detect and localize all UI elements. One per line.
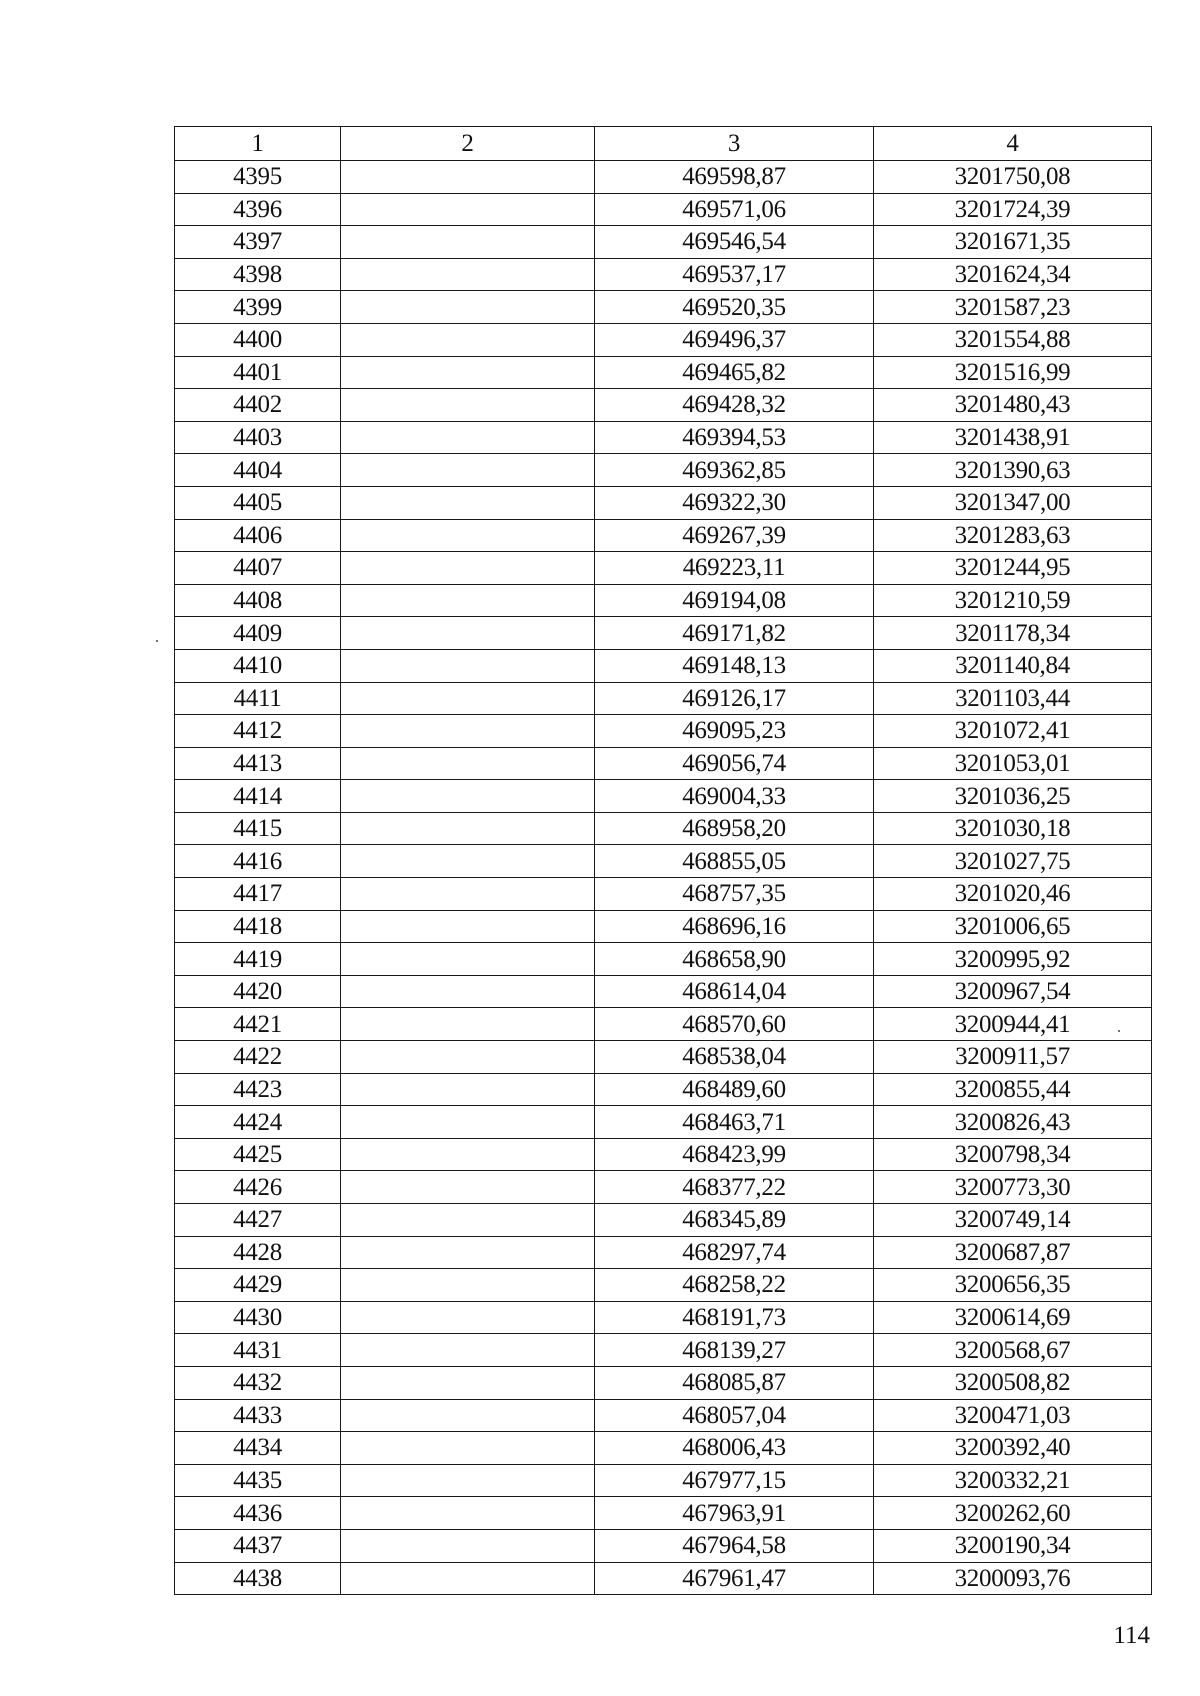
x-coordinate-cell: 468570,60 xyxy=(595,1008,874,1041)
table-row xyxy=(175,1171,1152,1204)
x-coordinate-cell: 469267,39 xyxy=(595,519,874,552)
description-cell xyxy=(341,617,595,650)
table-row xyxy=(175,1269,1152,1302)
x-coordinate-cell: 469428,32 xyxy=(595,389,874,422)
y-coordinate-cell: 3200749,14 xyxy=(874,1204,1152,1237)
point-number-cell: 4437 xyxy=(175,1529,341,1562)
x-coordinate-cell: 469322,30 xyxy=(595,486,874,519)
column-header-1: 1 xyxy=(175,127,341,161)
y-coordinate-cell: 3200826,43 xyxy=(874,1106,1152,1139)
table-row xyxy=(175,1204,1152,1237)
table-row xyxy=(175,1301,1152,1334)
y-coordinate-cell: 3200687,87 xyxy=(874,1236,1152,1269)
table-row xyxy=(175,1008,1152,1041)
point-number-cell: 4436 xyxy=(175,1497,341,1530)
x-coordinate-cell: 469465,82 xyxy=(595,356,874,389)
description-cell xyxy=(341,421,595,454)
table-row xyxy=(175,975,1152,1008)
description-cell xyxy=(341,1334,595,1367)
y-coordinate-cell: 3201027,75 xyxy=(874,845,1152,878)
table-row xyxy=(175,291,1152,324)
point-number-cell: 4417 xyxy=(175,878,341,911)
x-coordinate-cell: 468006,43 xyxy=(595,1432,874,1465)
point-number-cell: 4412 xyxy=(175,715,341,748)
description-cell xyxy=(341,1008,595,1041)
x-coordinate-cell: 468139,27 xyxy=(595,1334,874,1367)
x-coordinate-cell: 468191,73 xyxy=(595,1301,874,1334)
description-cell xyxy=(341,1497,595,1530)
description-cell xyxy=(341,193,595,226)
y-coordinate-cell: 3201671,35 xyxy=(874,226,1152,259)
y-coordinate-cell: 3201750,08 xyxy=(874,161,1152,194)
scan-speck xyxy=(156,640,158,642)
table-row xyxy=(175,356,1152,389)
description-cell xyxy=(341,649,595,682)
x-coordinate-cell: 468489,60 xyxy=(595,1073,874,1106)
y-coordinate-cell: 3201390,63 xyxy=(874,454,1152,487)
y-coordinate-cell: 3201244,95 xyxy=(874,552,1152,585)
description-cell xyxy=(341,258,595,291)
table-row xyxy=(175,910,1152,943)
y-coordinate-cell: 3201587,23 xyxy=(874,291,1152,324)
description-cell xyxy=(341,1171,595,1204)
description-cell xyxy=(341,519,595,552)
column-header-3: 3 xyxy=(595,127,874,161)
point-number-cell: 4428 xyxy=(175,1236,341,1269)
y-coordinate-cell: 3201030,18 xyxy=(874,812,1152,845)
y-coordinate-cell: 3200614,69 xyxy=(874,1301,1152,1334)
table-header xyxy=(175,127,1152,161)
description-cell xyxy=(341,1301,595,1334)
table-row xyxy=(175,584,1152,617)
table-row xyxy=(175,1562,1152,1595)
table-row xyxy=(175,389,1152,422)
point-number-cell: 4429 xyxy=(175,1269,341,1302)
description-cell xyxy=(341,1073,595,1106)
x-coordinate-cell: 468696,16 xyxy=(595,910,874,943)
y-coordinate-cell: 3200508,82 xyxy=(874,1366,1152,1399)
x-coordinate-cell: 467977,15 xyxy=(595,1464,874,1497)
point-number-cell: 4431 xyxy=(175,1334,341,1367)
x-coordinate-cell: 467964,58 xyxy=(595,1529,874,1562)
description-cell xyxy=(341,812,595,845)
x-coordinate-cell: 468463,71 xyxy=(595,1106,874,1139)
column-header-2: 2 xyxy=(341,127,595,161)
point-number-cell: 4411 xyxy=(175,682,341,715)
x-coordinate-cell: 468538,04 xyxy=(595,1041,874,1074)
x-coordinate-cell: 469598,87 xyxy=(595,161,874,194)
description-cell xyxy=(341,943,595,976)
y-coordinate-cell: 3201053,01 xyxy=(874,747,1152,780)
y-coordinate-cell: 3201006,65 xyxy=(874,910,1152,943)
table-row xyxy=(175,845,1152,878)
x-coordinate-cell: 469194,08 xyxy=(595,584,874,617)
description-cell xyxy=(341,910,595,943)
description-cell xyxy=(341,1366,595,1399)
point-number-cell: 4418 xyxy=(175,910,341,943)
x-coordinate-cell: 469362,85 xyxy=(595,454,874,487)
y-coordinate-cell: 3201072,41 xyxy=(874,715,1152,748)
x-coordinate-cell: 469223,11 xyxy=(595,552,874,585)
description-cell xyxy=(341,1106,595,1139)
table-row xyxy=(175,812,1152,845)
table-row xyxy=(175,258,1152,291)
table-row xyxy=(175,1497,1152,1530)
table-row xyxy=(175,1073,1152,1106)
table-row xyxy=(175,1464,1152,1497)
y-coordinate-cell: 3201036,25 xyxy=(874,780,1152,813)
y-coordinate-cell: 3201178,34 xyxy=(874,617,1152,650)
x-coordinate-cell: 468057,04 xyxy=(595,1399,874,1432)
y-coordinate-cell: 3200855,44 xyxy=(874,1073,1152,1106)
point-number-cell: 4422 xyxy=(175,1041,341,1074)
x-coordinate-cell: 468658,90 xyxy=(595,943,874,976)
description-cell xyxy=(341,1204,595,1237)
description-cell xyxy=(341,584,595,617)
x-coordinate-cell: 469394,53 xyxy=(595,421,874,454)
table-row xyxy=(175,519,1152,552)
description-cell xyxy=(341,226,595,259)
y-coordinate-cell: 3201140,84 xyxy=(874,649,1152,682)
x-coordinate-cell: 469537,17 xyxy=(595,258,874,291)
table-row xyxy=(175,878,1152,911)
y-coordinate-cell: 3201624,34 xyxy=(874,258,1152,291)
x-coordinate-cell: 469171,82 xyxy=(595,617,874,650)
header-row xyxy=(175,127,1152,161)
y-coordinate-cell: 3201516,99 xyxy=(874,356,1152,389)
coordinates-table xyxy=(174,126,1152,1595)
point-number-cell: 4432 xyxy=(175,1366,341,1399)
point-number-cell: 4414 xyxy=(175,780,341,813)
point-number-cell: 4409 xyxy=(175,617,341,650)
x-coordinate-cell: 467961,47 xyxy=(595,1562,874,1595)
point-number-cell: 4398 xyxy=(175,258,341,291)
table-row xyxy=(175,649,1152,682)
x-coordinate-cell: 469004,33 xyxy=(595,780,874,813)
table-row xyxy=(175,552,1152,585)
x-coordinate-cell: 469520,35 xyxy=(595,291,874,324)
point-number-cell: 4403 xyxy=(175,421,341,454)
y-coordinate-cell: 3200262,60 xyxy=(874,1497,1152,1530)
x-coordinate-cell: 469056,74 xyxy=(595,747,874,780)
description-cell xyxy=(341,1269,595,1302)
point-number-cell: 4405 xyxy=(175,486,341,519)
x-coordinate-cell: 468297,74 xyxy=(595,1236,874,1269)
x-coordinate-cell: 468757,35 xyxy=(595,878,874,911)
table-row xyxy=(175,486,1152,519)
page-number: 114 xyxy=(1113,1622,1150,1649)
x-coordinate-cell: 468345,89 xyxy=(595,1204,874,1237)
description-cell xyxy=(341,1432,595,1465)
description-cell xyxy=(341,1138,595,1171)
y-coordinate-cell: 3200190,34 xyxy=(874,1529,1152,1562)
point-number-cell: 4402 xyxy=(175,389,341,422)
point-number-cell: 4407 xyxy=(175,552,341,585)
table-row xyxy=(175,1529,1152,1562)
point-number-cell: 4425 xyxy=(175,1138,341,1171)
y-coordinate-cell: 3200656,35 xyxy=(874,1269,1152,1302)
description-cell xyxy=(341,389,595,422)
description-cell xyxy=(341,1236,595,1269)
x-coordinate-cell: 468085,87 xyxy=(595,1366,874,1399)
description-cell xyxy=(341,552,595,585)
description-cell xyxy=(341,845,595,878)
y-coordinate-cell: 3201724,39 xyxy=(874,193,1152,226)
table-body xyxy=(175,161,1152,1595)
point-number-cell: 4430 xyxy=(175,1301,341,1334)
table-row xyxy=(175,682,1152,715)
point-number-cell: 4421 xyxy=(175,1008,341,1041)
x-coordinate-cell: 468855,05 xyxy=(595,845,874,878)
x-coordinate-cell: 468377,22 xyxy=(595,1171,874,1204)
description-cell xyxy=(341,780,595,813)
point-number-cell: 4395 xyxy=(175,161,341,194)
y-coordinate-cell: 3200093,76 xyxy=(874,1562,1152,1595)
y-coordinate-cell: 3200471,03 xyxy=(874,1399,1152,1432)
point-number-cell: 4438 xyxy=(175,1562,341,1595)
x-coordinate-cell: 469095,23 xyxy=(595,715,874,748)
x-coordinate-cell: 469496,37 xyxy=(595,323,874,356)
point-number-cell: 4401 xyxy=(175,356,341,389)
table-row xyxy=(175,193,1152,226)
description-cell xyxy=(341,747,595,780)
y-coordinate-cell: 3201347,00 xyxy=(874,486,1152,519)
table-row xyxy=(175,715,1152,748)
description-cell xyxy=(341,356,595,389)
point-number-cell: 4434 xyxy=(175,1432,341,1465)
table-row xyxy=(175,1106,1152,1139)
x-coordinate-cell: 469571,06 xyxy=(595,193,874,226)
x-coordinate-cell: 468614,04 xyxy=(595,975,874,1008)
table-row xyxy=(175,780,1152,813)
table-row xyxy=(175,1138,1152,1171)
point-number-cell: 4419 xyxy=(175,943,341,976)
point-number-cell: 4406 xyxy=(175,519,341,552)
y-coordinate-cell: 3201480,43 xyxy=(874,389,1152,422)
x-coordinate-cell: 468958,20 xyxy=(595,812,874,845)
point-number-cell: 4404 xyxy=(175,454,341,487)
point-number-cell: 4427 xyxy=(175,1204,341,1237)
y-coordinate-cell: 3200392,40 xyxy=(874,1432,1152,1465)
description-cell xyxy=(341,682,595,715)
y-coordinate-cell: 3200332,21 xyxy=(874,1464,1152,1497)
description-cell xyxy=(341,486,595,519)
point-number-cell: 4400 xyxy=(175,323,341,356)
x-coordinate-cell: 467963,91 xyxy=(595,1497,874,1530)
table-row xyxy=(175,1236,1152,1269)
table-row xyxy=(175,454,1152,487)
y-coordinate-cell: 3200798,34 xyxy=(874,1138,1152,1171)
table-row xyxy=(175,161,1152,194)
y-coordinate-cell: 3200967,54 xyxy=(874,975,1152,1008)
y-coordinate-cell: 3200995,92 xyxy=(874,943,1152,976)
point-number-cell: 4415 xyxy=(175,812,341,845)
x-coordinate-cell: 469126,17 xyxy=(595,682,874,715)
y-coordinate-cell: 3200568,67 xyxy=(874,1334,1152,1367)
table-row xyxy=(175,1399,1152,1432)
y-coordinate-cell: 3200773,30 xyxy=(874,1171,1152,1204)
description-cell xyxy=(341,1399,595,1432)
description-cell xyxy=(341,715,595,748)
description-cell xyxy=(341,1464,595,1497)
table-row xyxy=(175,1366,1152,1399)
point-number-cell: 4420 xyxy=(175,975,341,1008)
y-coordinate-cell: 3201438,91 xyxy=(874,421,1152,454)
x-coordinate-cell: 468423,99 xyxy=(595,1138,874,1171)
point-number-cell: 4426 xyxy=(175,1171,341,1204)
point-number-cell: 4413 xyxy=(175,747,341,780)
description-cell xyxy=(341,454,595,487)
description-cell xyxy=(341,323,595,356)
point-number-cell: 4435 xyxy=(175,1464,341,1497)
y-coordinate-cell: 3201283,63 xyxy=(874,519,1152,552)
table-row xyxy=(175,421,1152,454)
description-cell xyxy=(341,1529,595,1562)
description-cell xyxy=(341,1041,595,1074)
x-coordinate-cell: 468258,22 xyxy=(595,1269,874,1302)
x-coordinate-cell: 469546,54 xyxy=(595,226,874,259)
table-row xyxy=(175,617,1152,650)
point-number-cell: 4397 xyxy=(175,226,341,259)
description-cell xyxy=(341,878,595,911)
x-coordinate-cell: 469148,13 xyxy=(595,649,874,682)
table-row xyxy=(175,1334,1152,1367)
y-coordinate-cell: 3200944,41 xyxy=(874,1008,1152,1041)
scan-speck xyxy=(1118,1030,1120,1032)
description-cell xyxy=(341,161,595,194)
point-number-cell: 4410 xyxy=(175,649,341,682)
table-row xyxy=(175,1432,1152,1465)
y-coordinate-cell: 3201554,88 xyxy=(874,323,1152,356)
column-header-4: 4 xyxy=(874,127,1152,161)
table-row xyxy=(175,226,1152,259)
point-number-cell: 4416 xyxy=(175,845,341,878)
description-cell xyxy=(341,975,595,1008)
point-number-cell: 4424 xyxy=(175,1106,341,1139)
y-coordinate-cell: 3200911,57 xyxy=(874,1041,1152,1074)
point-number-cell: 4396 xyxy=(175,193,341,226)
point-number-cell: 4433 xyxy=(175,1399,341,1432)
point-number-cell: 4399 xyxy=(175,291,341,324)
description-cell xyxy=(341,291,595,324)
table-row xyxy=(175,323,1152,356)
table-row xyxy=(175,1041,1152,1074)
table-row xyxy=(175,943,1152,976)
y-coordinate-cell: 3201020,46 xyxy=(874,878,1152,911)
table-row xyxy=(175,747,1152,780)
point-number-cell: 4408 xyxy=(175,584,341,617)
description-cell xyxy=(341,1562,595,1595)
y-coordinate-cell: 3201210,59 xyxy=(874,584,1152,617)
y-coordinate-cell: 3201103,44 xyxy=(874,682,1152,715)
point-number-cell: 4423 xyxy=(175,1073,341,1106)
